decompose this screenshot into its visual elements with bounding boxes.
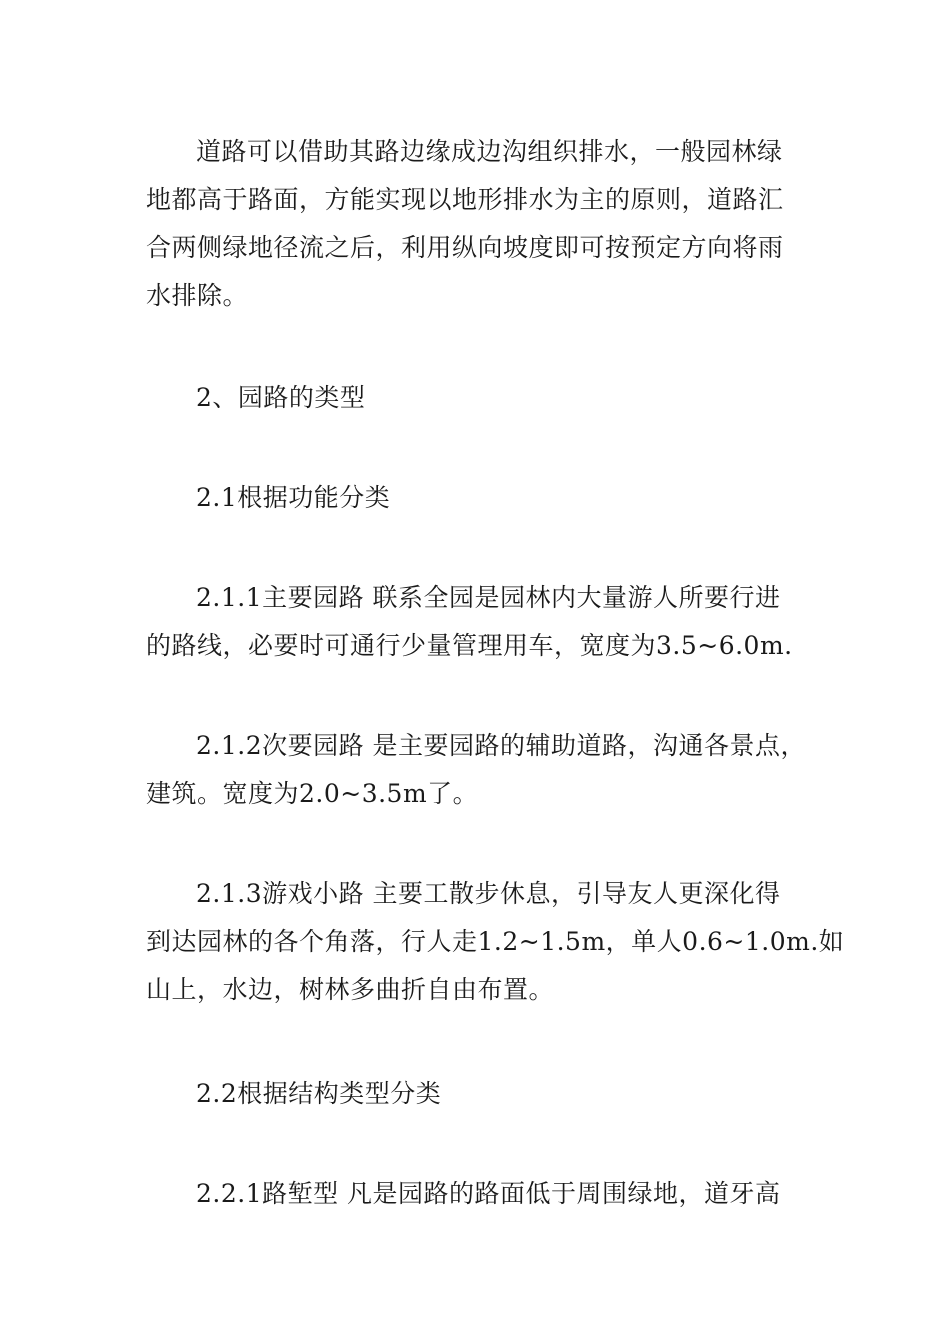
paragraph-drainage xyxy=(146,128,818,320)
paragraph-main-road xyxy=(146,574,818,670)
paragraph-cutting-type xyxy=(146,1170,818,1218)
text-line: 2.1.3游戏小路 主要工散步休息，引导友人更深化得 xyxy=(196,879,781,908)
text-line: 的路线，必要时可通行少量管理用车，宽度为3.5~6.0m. xyxy=(146,631,793,660)
text-line: 2.2根据结构类型分类 xyxy=(196,1079,442,1108)
text-line: 水排除。 xyxy=(146,281,249,310)
heading-by-structure xyxy=(146,1070,818,1118)
text-line: 合两侧绿地径流之后，利用纵向坡度即可按预定方向将雨 xyxy=(146,233,784,262)
text-line: 山上，水边，树林多曲折自由布置。 xyxy=(146,975,555,1004)
text-line: 地都高于路面，方能实现以地形排水为主的原则，道路汇 xyxy=(146,185,784,214)
text-line: 2.1根据功能分类 xyxy=(196,483,391,512)
paragraph-secondary-road xyxy=(146,722,818,818)
text-line: 道路可以借助其路边缘成边沟组织排水，一般园林绿 xyxy=(196,137,783,166)
text-line: 到达园林的各个角落，行人走1.2~1.5m，单人0.6~1.0m.如 xyxy=(146,927,845,956)
text-line: 建筑。宽度为2.0~3.5m了。 xyxy=(146,779,479,808)
text-line: 2.1.1主要园路 联系全园是园林内大量游人所要行进 xyxy=(196,583,781,612)
text-line: 2、园路的类型 xyxy=(196,383,366,412)
text-line: 2.2.1路堑型 凡是园路的路面低于周围绿地，道牙高 xyxy=(196,1179,781,1208)
text-line: 2.1.2次要园路 是主要园路的辅助道路，沟通各景点， xyxy=(196,731,807,760)
paragraph-small-path xyxy=(146,870,845,1014)
heading-road-types xyxy=(146,374,818,422)
heading-by-function xyxy=(146,474,818,522)
